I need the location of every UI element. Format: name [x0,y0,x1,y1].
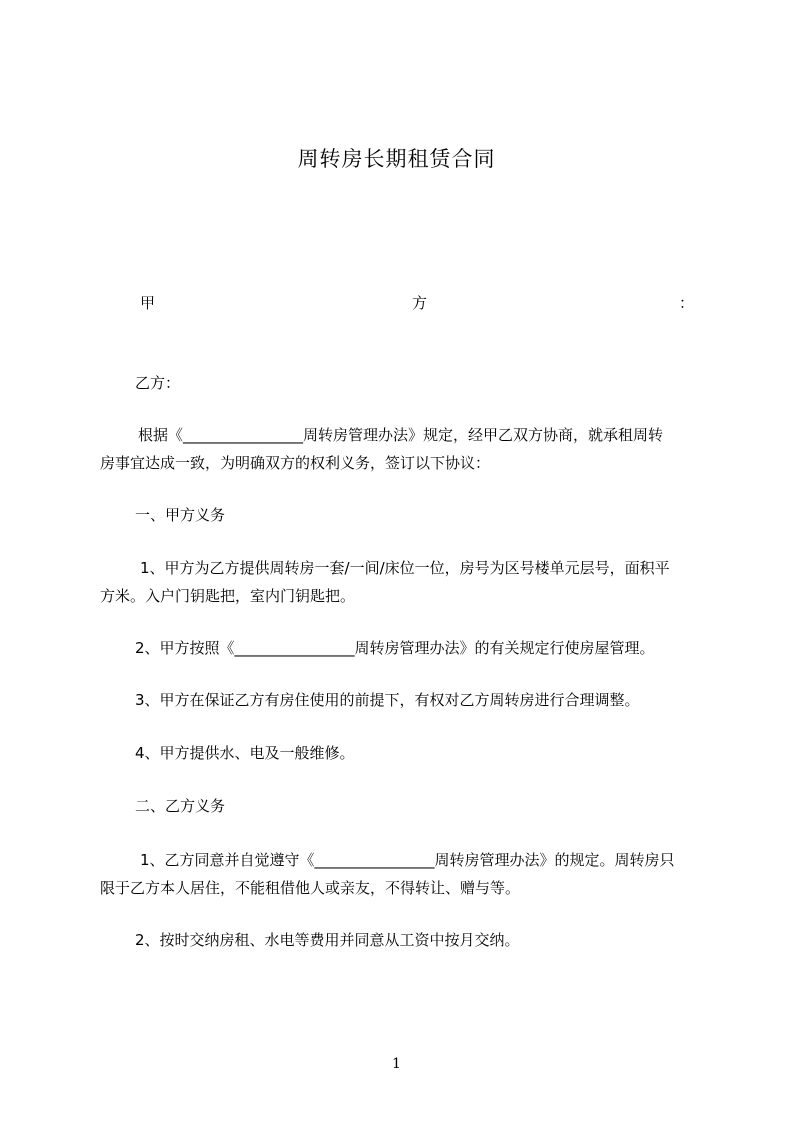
intro-line-2: 房事宜达成一致，为明确双方的权利义务，签订以下协议： [100,454,491,472]
section1-item1-line-1: 1、甲方为乙方提供周转房一套/一间/床位一位，房号为区号楼单元层号，面积平 [140,559,670,577]
document-title: 周转房长期租赁合同 [297,147,496,171]
party-a-colon: ： [678,294,694,312]
section2-item2: 2、按时交纳房租、水电等费用并同意从工资中按月交纳。 [135,931,520,949]
section1-item1 [100,554,716,610]
section1-item2: 2、甲方按照《________________周转房管理办法》的有关规定行使房屋管理。 [135,639,655,657]
section1-item3: 3、甲方在保证乙方有房住使用的前提下，有权对乙方周转房进行合理调整。 [135,691,640,709]
party-a-line [140,292,694,312]
party-a-char2: 方 [412,294,428,312]
section2-item1-line-2: 限于乙方本人居住，不能租借他人或亲友，不得转让、赠与等。 [100,879,521,897]
party-b-line: 乙方： [135,374,181,392]
section1-item4: 4、甲方提供水、电及一般维修。 [135,744,355,762]
section2-item1 [100,846,716,902]
page-number: 1 [392,1056,401,1072]
party-a-char1: 甲 [140,294,156,312]
section2-heading: 二、乙方义务 [135,797,226,815]
intro-paragraph [100,421,714,477]
section1-heading: 一、甲方义务 [135,506,226,524]
section1-item1-line-2: 方米。入户门钥匙把，室内门钥匙把。 [100,587,356,605]
intro-line-1: 根据《________________周转房管理办法》规定，经甲乙双方协商，就承租周转 [138,426,664,444]
section2-item1-line-1: 1、乙方同意并自觉遵守《________________周转房管理办法》的规定。周转房只 [140,851,675,869]
